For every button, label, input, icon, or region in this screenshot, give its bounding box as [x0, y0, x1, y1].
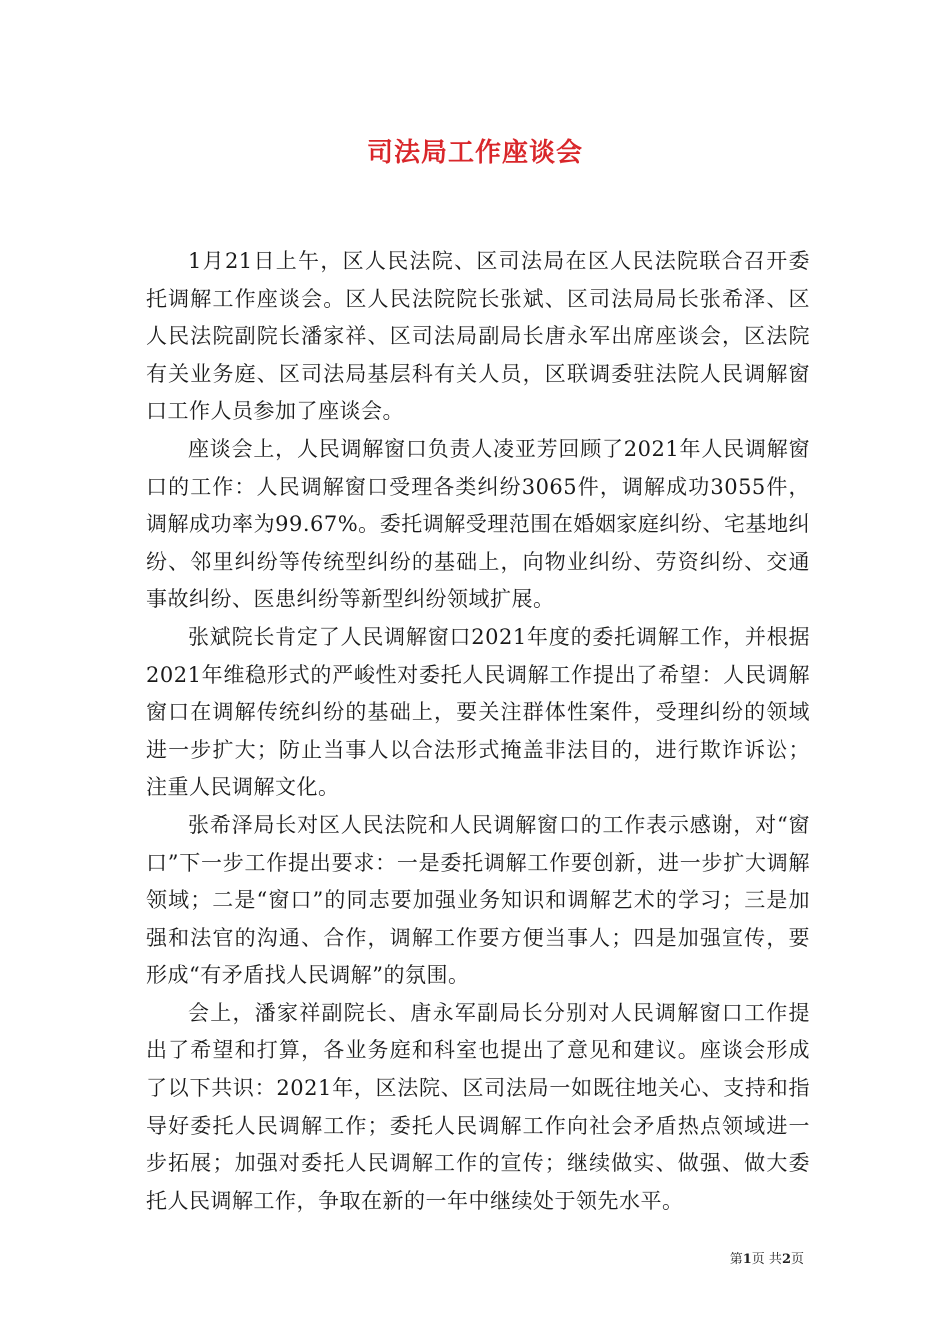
paragraph-1: 1月21日上午，区人民法院、区司法局在区人民法院联合召开委托调解工作座谈会。区人民法院院长张斌、区司法局局长张希泽、区人民法院副院长潘家祥、区司法局副局长唐永军出席座谈会，区法院有关业务庭、区司法局基层科有关人员，区联调委驻法院人民调解窗口工作人员参加了座谈会。: [146, 249, 810, 424]
paragraph-2: 座谈会上，人民调解窗口负责人凌亚芳回顾了2021年人民调解窗口的工作：人民调解窗口受理各类纠纷3065件，调解成功3055件，调解成功率为99.67%。委托调解受理范围在婚姻家庭纠纷、宅基地纠纷、邻里纠纷等传统型纠纷的基础上，向物业纠纷、劳资纠纷、交通事故纠纷、医患纠纷等新型纠纷领域扩展。: [146, 436, 810, 612]
document-body: [146, 243, 810, 1220]
paragraph-4: 张希泽局长对区人民法院和人民调解窗口的工作表示感谢，对“窗口”下一步工作提出要求：一是委托调解工作要创新，进一步扩大调解领域；二是“窗口”的同志要加强业务知识和调解艺术的学习；三是加强和法官的沟通、合作，调解工作要方便当事人；四是加强宣传，要形成“有矛盾找人民调解”的氛围。: [146, 812, 810, 988]
paragraph-3: 张斌院长肯定了人民调解窗口2021年度的委托调解工作，并根据2021年维稳形式的严峻性对委托人民调解工作提出了希望：人民调解窗口在调解传统纠纷的基础上，要关注群体性案件，受理纠纷的领域进一步扩大；防止当事人以合法形式掩盖非法目的，进行欺诈诉讼；注重人民调解文化。: [146, 624, 810, 800]
paragraph-5: 会上，潘家祥副院长、唐永军副局长分别对人民调解窗口工作提出了希望和打算，各业务庭和科室也提出了意见和建议。座谈会形成了以下共识：2021年，区法院、区司法局一如既往地关心、支持和指导好委托人民调解工作；委托人民调解工作向社会矛盾热点领域进一步拓展；加强对委托人民调解工作的宣传；继续做实、做强、做大委托人民调解工作，争取在新的一年中继续处于领先水平。: [146, 1000, 810, 1213]
current-page-number: 1: [742, 1252, 752, 1267]
total-pages-number: 2: [781, 1252, 791, 1267]
footer-prefix: 第: [729, 1252, 743, 1267]
page-number-footer: [730, 1248, 804, 1267]
document-title: 司法局工作座谈会: [366, 138, 583, 168]
footer-suffix: 页: [790, 1252, 804, 1267]
footer-middle: 页 共: [751, 1252, 782, 1267]
